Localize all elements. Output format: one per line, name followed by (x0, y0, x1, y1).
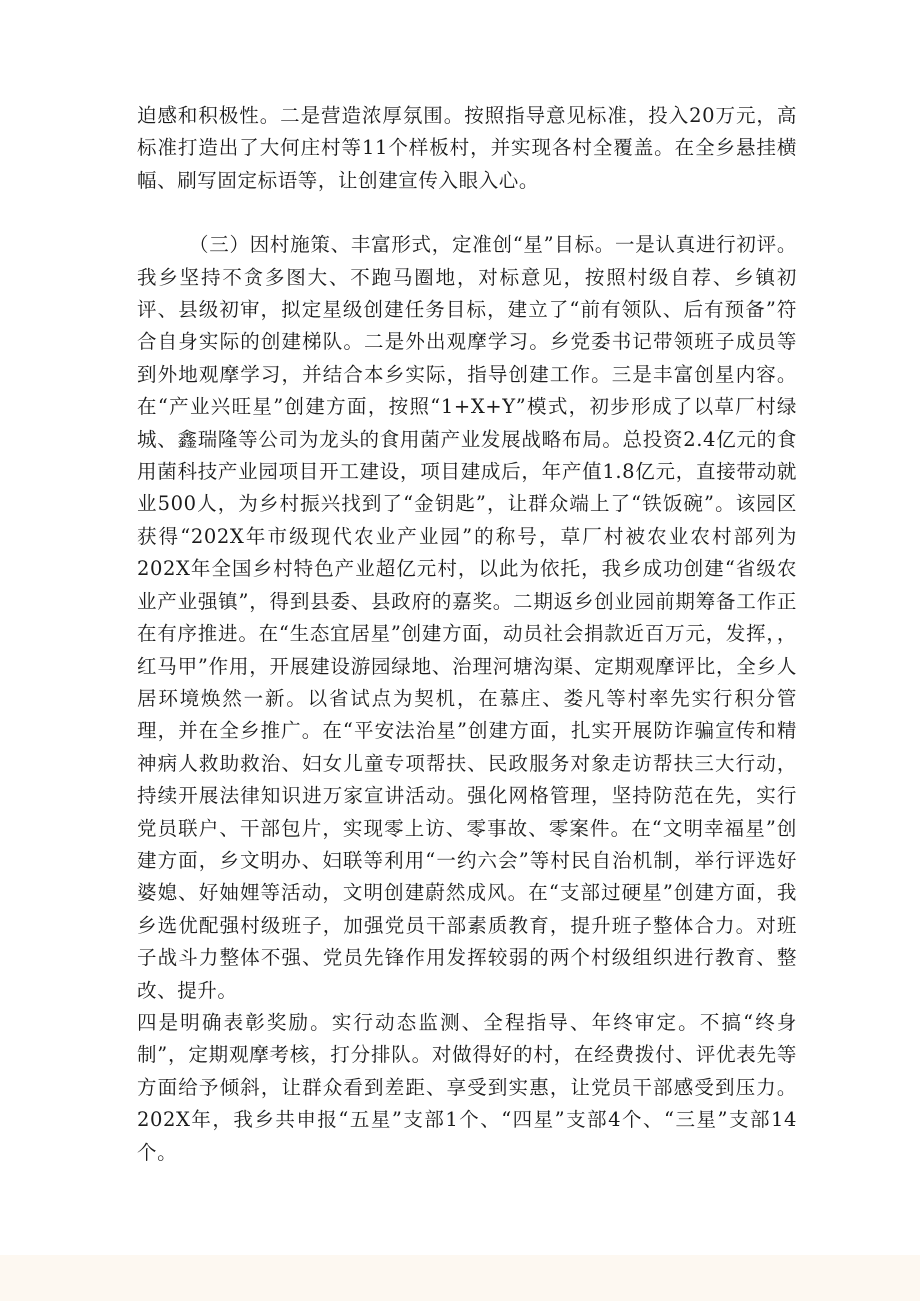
page-bottom-band (0, 1255, 920, 1301)
paragraph-3: 四是明确表彰奖励。实行动态监测、全程指导、年终审定。不搞“终身制”，定期观摩考核，打分排队。对做得好的村，在经费拨付、评优表先等方面给予倾斜，让群众看到差距、享受到实惠，让党员干部感受到压力。202X年，我乡共申报“五星”支部1个、“四星”支部4个、“三星”支部14个。 (137, 1010, 797, 1164)
paragraph-1: 迫感和积极性。二是营造浓厚氛围。按照指导意见标准，投入20万元，高标准打造出了大何庄村等11个样板村，并实现各村全覆盖。在全乡悬挂横幅、刷写固定标语等，让创建宣传入眼入心。 (137, 104, 797, 192)
document-body (137, 100, 797, 1169)
paragraph-2: （三）因村施策、丰富形式，定准创“星”目标。一是认真进行初评。我乡坚持不贪多图大、不跑马圈地，对标意见，按照村级自荐、乡镇初评、县级初审，拟定星级创建任务目标，建立了“前有领队、后有预备”符合自身实际的创建梯队。二是外出观摩学习。乡党委书记带领班子成员等到外地观摩学习，并结合本乡实际，指导创建工作。三是丰富创星内容。在“产业兴旺星”创建方面，按照“1+X+Y”模式，初步形成了以草厂村绿城、鑫瑞隆等公司为龙头的食用菌产业发展战略布局。总投资2.4亿元的食用菌科技产业园项目开工建设，项目建成后，年产值1.8亿元，直接带动就业500人，为乡村振兴找到了“金钥匙”，让群众端上了“铁饭碗”。该园区获得“202X年市级现代农业产业园”的称号，草厂村被农业农村部列为202X年全国乡村特色产业超亿元村，以此为依托，我乡成功创建“省级农业产业强镇”，得到县委、县政府的嘉奖。二期返乡创业园前期筹备工作正在有序推进。在“生态宜居星”创建方面，动员社会捐款近百万元，发挥，，红马甲”作用，开展建设游园绿地、治理河塘沟渠、定期观摩评比，全乡人居环境焕然一新。以省试点为契机，在慕庄、娄凡等村率先实行积分管理，并在全乡推广。在“平安法治星”创建方面，扎实开展防诈骗宣传和精神病人救助救治、妇女儿童专项帮扶、民政服务对象走访帮扶三大行动，持续开展法律知识进万家宣讲活动。强化网格管理，坚持防范在先，实行党员联户、干部包片，实现零上访、零事故、零案件。在“文明幸福星”创建方面，乡文明办、妇联等利用“一约六会”等村民自治机制，举行评选好婆媳、好妯娌等活动，文明创建蔚然成风。在“支部过硬星”创建方面，我乡选优配强村级班子，加强党员干部素质教育，提升班子整体合力。对班子战斗力整体不强、党员先锋作用发挥较弱的两个村级组织进行教育、整改、提升。 (137, 233, 797, 1002)
